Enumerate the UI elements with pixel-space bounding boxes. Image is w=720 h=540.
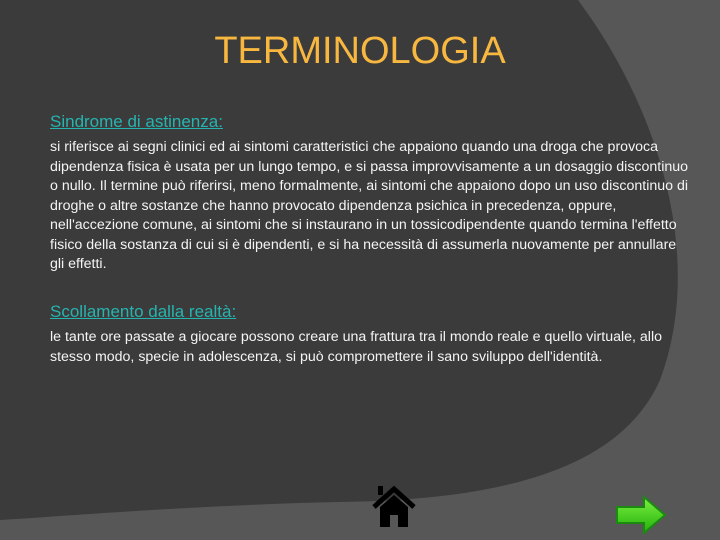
section-heading-scollamento: Scollamento dalla realtà: <box>50 302 237 321</box>
section-heading-astinenza: Sindrome di astinenza: <box>50 112 223 131</box>
arrow-right-icon[interactable] <box>615 495 667 535</box>
section-text-astinenza: si riferisce ai segni clinici ed ai sintomi caratteristici che appaiono quando una droga che provoca dipendenza fisica è usata per un lungo tempo, e si passa improvvisamente a un dosaggio discontinuo o nullo. Il termine può riferirsi, meno formalmente, ai sintomi che appaiono dopo un uso discontinuo di droghe o altre sostanze che hanno provocato dipendenza psichica in precedenza, oppure, nell'accezione comune, ai sintomi che si instaurano in un tossicodipendente quando termina l'effetto fisico della sostanza di cui si è dipendenti, e si ha necessità di assumerla nuovamente per annullare gli effetti. <box>50 139 689 272</box>
slide-title: TERMINOLOGIA <box>214 30 506 72</box>
section-text-scollamento: le tante ore passate a giocare possono creare una frattura tra il mondo reale e quello virtuale, allo stesso modo, specie in adolescenza, si può compromettere il sano sviluppo dell'identità. <box>50 329 663 365</box>
home-icon[interactable] <box>371 485 417 529</box>
